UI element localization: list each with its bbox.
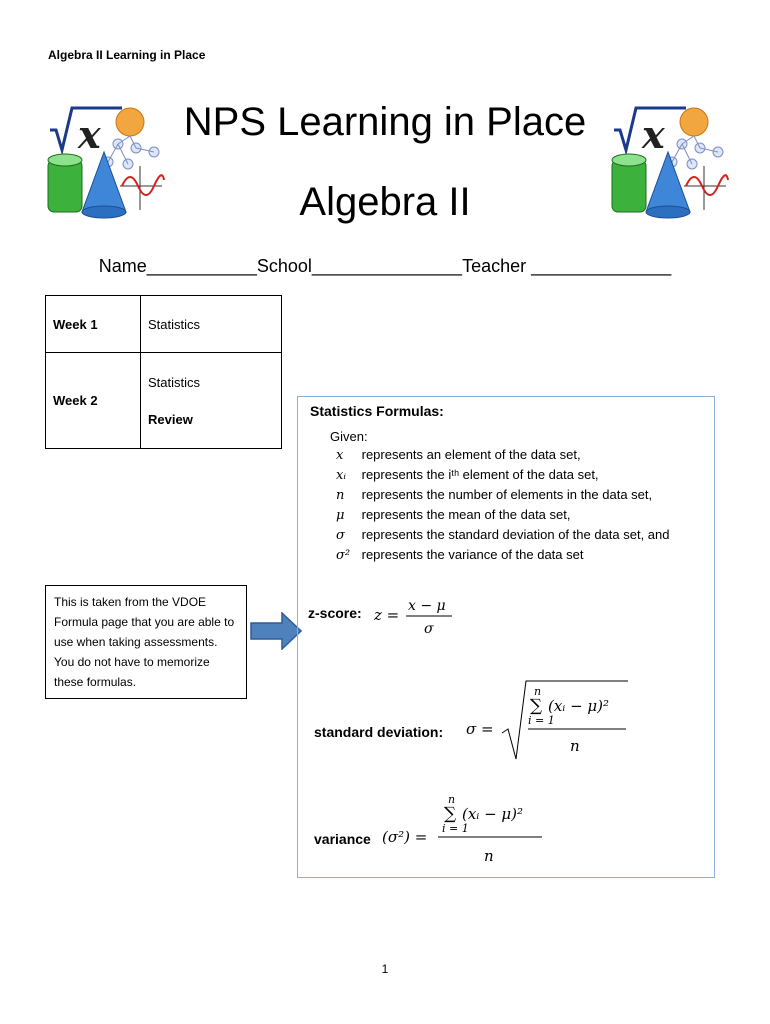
svg-text:(xᵢ − μ)²: (xᵢ − μ)²: [548, 697, 610, 715]
schedule-table: [45, 295, 282, 449]
topic-cell: Statistics: [141, 296, 282, 353]
variable-description: represents the iᵗʰ element of the data set,: [361, 467, 599, 482]
variable-row: [336, 487, 652, 503]
variable-symbol: x: [336, 448, 344, 463]
statistics-formulas-box: [297, 396, 715, 878]
variable-description: represents the mean of the data set,: [361, 507, 571, 522]
svg-text:z =: z =: [374, 606, 400, 624]
svg-text:n: n: [534, 685, 542, 698]
svg-text:n: n: [570, 737, 580, 755]
variable-description: represents an element of the data set,: [361, 447, 581, 462]
svg-text:(xᵢ − μ)²: (xᵢ − μ)²: [462, 805, 524, 823]
variable-symbol: σ²: [336, 548, 351, 563]
zscore-label: z-score:: [308, 605, 362, 621]
topic-cell: [141, 353, 282, 449]
svg-text:i = 1: i = 1: [528, 714, 555, 727]
svg-text:x: x: [642, 112, 665, 157]
svg-text:(σ²) =: (σ²) =: [382, 828, 428, 846]
week-cell: Week 2: [46, 353, 141, 449]
svg-text:n: n: [448, 793, 456, 806]
variable-symbol: σ: [336, 528, 345, 543]
svg-text:x − μ: x − μ: [408, 598, 446, 614]
zscore-formula: [372, 593, 462, 639]
table-row: [46, 353, 282, 449]
variable-symbol: n: [336, 488, 345, 503]
formulas-title: Statistics Formulas:: [310, 403, 444, 419]
topic-line: Statistics: [148, 374, 201, 390]
svg-text:σ =: σ =: [466, 720, 494, 738]
running-header: Algebra II Learning in Place: [48, 48, 206, 62]
page-subtitle: Algebra II: [299, 180, 471, 224]
formula-note: This is taken from the VDOE Formula page that you are able to use when taking assessments. You do not have to memorize these formulas.: [45, 585, 247, 699]
variable-row: [336, 507, 570, 523]
variable-symbol: μ: [336, 508, 345, 523]
variance-formula: [382, 791, 548, 873]
svg-text:x: x: [78, 112, 101, 157]
svg-text:n: n: [484, 847, 494, 865]
variable-description: represents the number of elements in the data set,: [361, 487, 653, 502]
variable-row: [336, 467, 599, 483]
right-arrow-icon: [250, 612, 302, 650]
svg-text:∑: ∑: [530, 696, 543, 716]
sd-formula: [466, 677, 632, 767]
table-row: [46, 296, 282, 353]
week-cell: Week 1: [46, 296, 141, 353]
variable-row: [336, 547, 583, 563]
variable-row: [336, 447, 581, 463]
variable-description: represents the standard deviation of the data set, and: [361, 527, 670, 542]
page-number: 1: [381, 962, 389, 976]
variable-description: represents the variance of the data set: [361, 547, 584, 562]
given-label: Given:: [330, 429, 368, 444]
page-title: NPS Learning in Place: [183, 100, 587, 144]
sd-label: standard deviation:: [314, 724, 444, 740]
variable-symbol: xᵢ: [336, 468, 346, 483]
svg-text:i = 1: i = 1: [442, 822, 469, 835]
svg-text:∑: ∑: [444, 804, 457, 824]
topic-line: Review: [148, 411, 193, 427]
variable-row: [336, 527, 670, 543]
svg-text:σ: σ: [424, 621, 434, 637]
variance-label: variance: [314, 831, 371, 847]
math-logo-icon: [606, 100, 734, 220]
name-school-teacher-line: Name___________School_______________Teacher ______________: [98, 256, 672, 276]
